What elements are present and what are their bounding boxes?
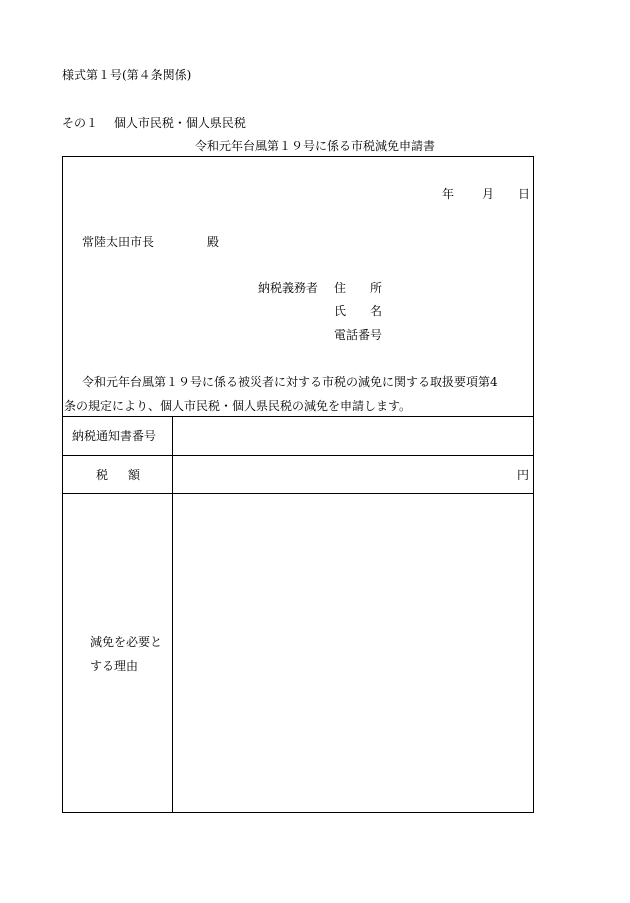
phone-label: 電話番号 [334, 328, 383, 342]
notice-number-label: 納税通知書番号 [72, 429, 157, 443]
date-day-label: 日 [518, 187, 531, 201]
addressee-honorific: 殿 [207, 235, 220, 249]
form-title: 令和元年台風第１９号に係る市税減免申請書 [194, 139, 435, 153]
name-label-first-char: 氏 [334, 304, 347, 318]
date-month-label: 月 [482, 187, 495, 201]
tax-amount-label-second-char: 額 [128, 468, 141, 482]
table-row-divider [62, 493, 534, 494]
table-row-divider [62, 455, 534, 456]
reason-label-line-2: する理由 [90, 659, 139, 673]
reason-label-line-1: 減免を必要と [90, 635, 163, 649]
tax-amount-label-first-char: 税 [96, 468, 109, 482]
address-label-first-char: 住 [334, 281, 347, 295]
taxpayer-label: 納税義務者 [258, 281, 319, 295]
date-year-label: 年 [442, 187, 455, 201]
section-label: その１ 個人市民税・個人県民税 [62, 116, 246, 130]
address-label-second-char: 所 [370, 281, 383, 295]
table-column-divider [172, 416, 173, 813]
addressee-name: 常陸太田市長 [82, 235, 155, 249]
form-number-label: 様式第１号(第４条関係) [62, 68, 192, 82]
table-top-border [62, 416, 534, 417]
tax-amount-unit: 円 [517, 468, 530, 482]
name-label-second-char: 名 [370, 304, 383, 318]
declaration-text-line-2: 条の規定により、個人市民税・個人県民税の減免を申請します。 [64, 399, 412, 413]
declaration-text-line-1: 令和元年台風第１９号に係る被災者に対する市税の減免に関する取扱要項第4 [82, 375, 498, 389]
application-form-box [62, 156, 534, 813]
